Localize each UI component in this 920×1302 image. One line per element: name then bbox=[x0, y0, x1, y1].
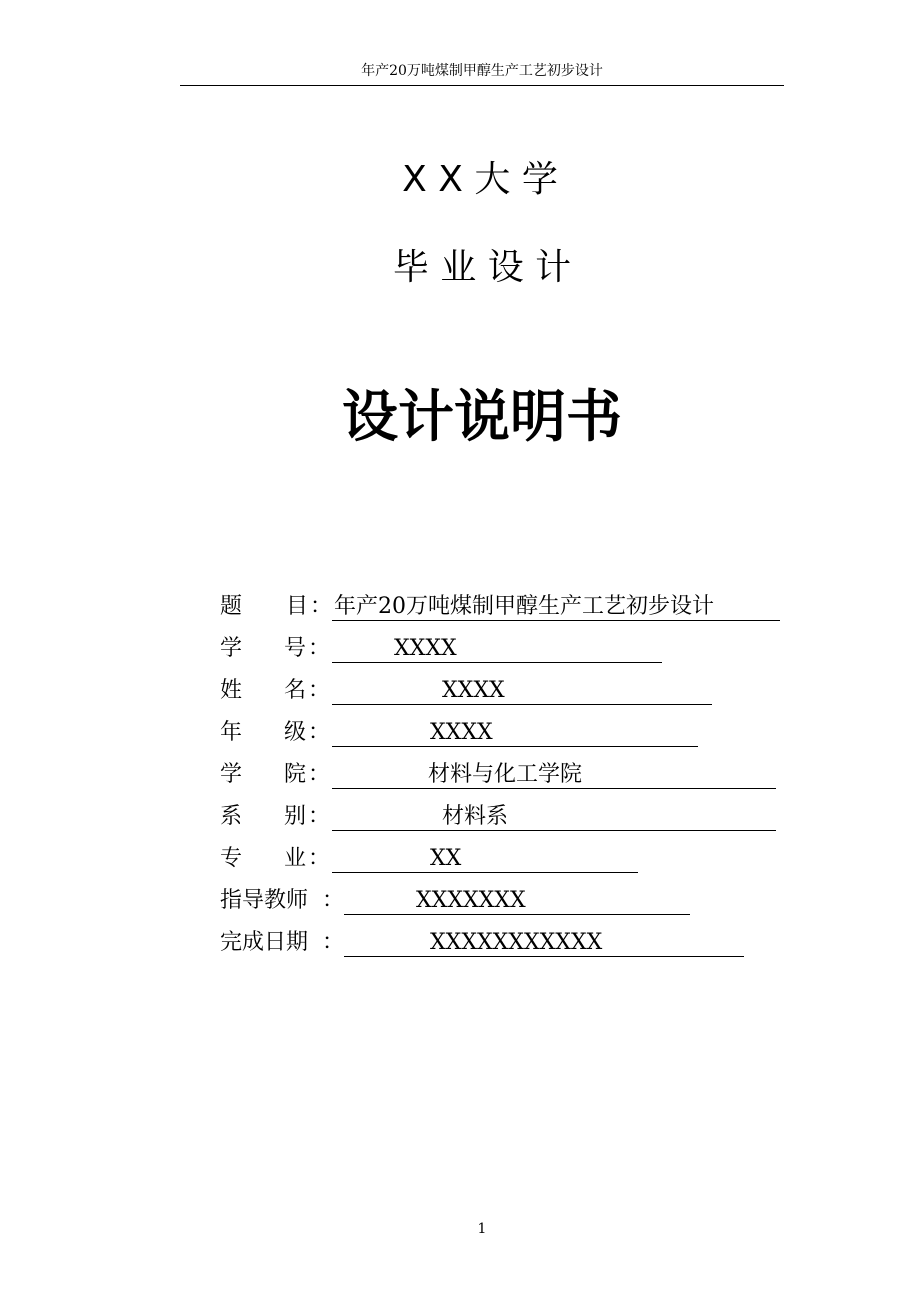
field-colon: ： bbox=[308, 720, 331, 745]
header-rule bbox=[180, 85, 784, 86]
field-value: 材料与化工学院 bbox=[428, 762, 583, 787]
field-value: 年产20万吨煤制甲醇生产工艺初步设计 bbox=[334, 594, 714, 619]
university-name: X X 大 学 bbox=[402, 159, 558, 200]
field-underline bbox=[332, 632, 662, 663]
field-label: 指导教师 bbox=[220, 888, 309, 913]
field-label: 完成日期 bbox=[220, 930, 309, 955]
field-colon: ： bbox=[322, 888, 345, 913]
document-title: 设计说明书 bbox=[342, 385, 622, 450]
page-number: 1 bbox=[477, 1221, 487, 1237]
field-major bbox=[220, 842, 642, 876]
field-colon: ： bbox=[308, 678, 331, 703]
field-name bbox=[220, 674, 715, 708]
field-value: XXXX bbox=[430, 720, 493, 745]
field-colon: ： bbox=[308, 636, 331, 661]
field-colon: ： bbox=[308, 804, 331, 829]
field-label: 专 业 bbox=[220, 846, 307, 871]
field-label: 年 级 bbox=[220, 720, 307, 745]
field-colon: ： bbox=[322, 930, 345, 955]
running-header: 年产20万吨煤制甲醇生产工艺初步设计 bbox=[361, 63, 603, 79]
field-underline bbox=[332, 674, 712, 705]
field-underline bbox=[332, 842, 638, 873]
field-college bbox=[220, 758, 780, 792]
field-value: 材料系 bbox=[442, 804, 509, 829]
field-department bbox=[220, 800, 780, 834]
field-title bbox=[220, 590, 782, 624]
field-value: XXXXXXXXXXX bbox=[430, 930, 603, 955]
field-value: XXXXXXX bbox=[416, 888, 526, 913]
field-label: 姓 名 bbox=[220, 678, 307, 703]
field-advisor bbox=[220, 884, 694, 918]
field-label: 系 别 bbox=[220, 804, 307, 829]
field-colon: ： bbox=[308, 762, 331, 787]
field-value: XX bbox=[430, 846, 462, 871]
field-student-id bbox=[220, 632, 665, 666]
field-underline bbox=[332, 716, 698, 747]
field-label: 学 院 bbox=[220, 762, 307, 787]
thesis-type: 毕 业 设 计 bbox=[392, 247, 572, 288]
field-colon: ： bbox=[310, 594, 333, 619]
field-underline bbox=[332, 800, 776, 831]
field-label: 学 号 bbox=[220, 636, 307, 661]
field-value: XXXX bbox=[394, 636, 457, 661]
field-colon: ： bbox=[308, 846, 331, 871]
field-label: 题 目 bbox=[220, 594, 309, 619]
field-completion-date bbox=[220, 926, 748, 960]
field-value: XXXX bbox=[442, 678, 505, 703]
field-grade bbox=[220, 716, 702, 750]
